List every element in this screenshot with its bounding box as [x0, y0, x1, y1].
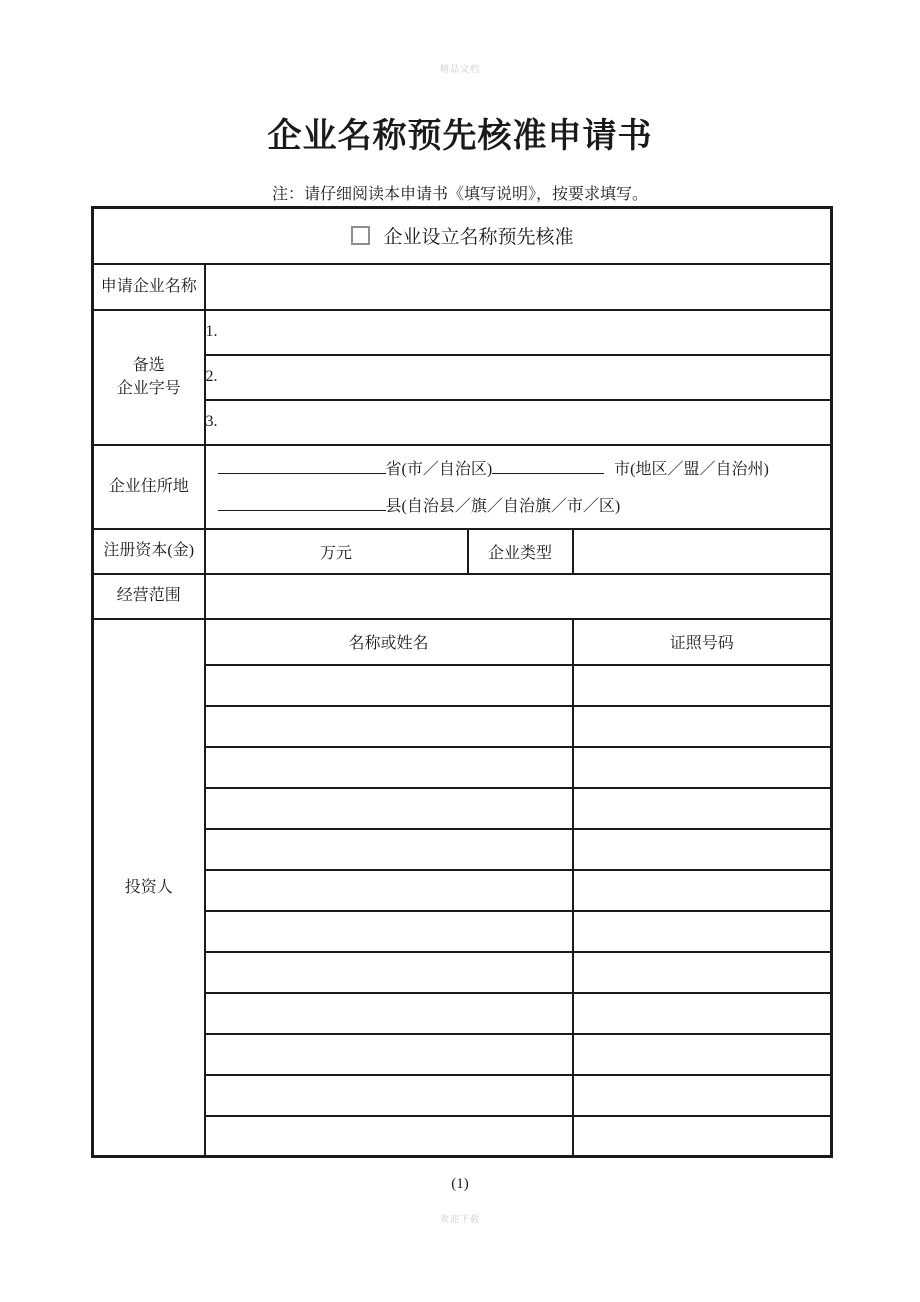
investor-id-input-cell[interactable]	[573, 952, 832, 993]
investor-name-input-cell[interactable]	[205, 1034, 573, 1075]
section-header-label: 企业设立名称预先核准	[383, 227, 574, 249]
alt-name-input-cell-3[interactable]: 3.	[205, 400, 832, 445]
instruction-note: 注：请仔细阅读本申请书《填写说明》，按要求填写。	[271, 186, 648, 203]
alt-name-row-1	[93, 310, 832, 355]
investor-id-input-cell[interactable]	[573, 706, 832, 747]
domicile-city-text: 市(地区／盟／自治州)	[614, 460, 769, 478]
applied-name-row	[93, 264, 832, 310]
investor-name-input-cell[interactable]	[205, 911, 573, 952]
section-header-row	[93, 208, 832, 264]
investor-id-input-cell[interactable]	[573, 1034, 832, 1075]
business-scope-row	[93, 574, 832, 619]
domicile-province-text: 省(市／自治区)	[385, 460, 493, 478]
blank-underline[interactable]	[218, 496, 386, 511]
watermark-top: 精品文档	[439, 64, 480, 74]
page-number: (1)	[451, 1176, 469, 1192]
alt-name-input-cell-1[interactable]: 1.	[205, 310, 832, 355]
investor-id-input-cell[interactable]	[573, 1075, 832, 1116]
registered-capital-label: 注册资本(金)	[93, 529, 205, 574]
domicile-input-cell[interactable]	[206, 446, 831, 528]
investor-name-input-cell[interactable]	[205, 788, 573, 829]
alt-label-line1: 备选	[132, 356, 165, 374]
form-body	[93, 208, 832, 1157]
business-scope-label: 经营范围	[93, 574, 205, 619]
page-title: 企业名称预先核准申请书	[267, 118, 653, 155]
investor-name-input-cell[interactable]	[205, 870, 573, 911]
investor-name-input-cell[interactable]	[205, 706, 573, 747]
enterprise-type-input-cell[interactable]	[573, 529, 832, 574]
alt-label-line2: 企业字号	[116, 380, 181, 397]
applied-name-input-cell[interactable]	[205, 264, 832, 310]
investor-header-row	[93, 619, 832, 665]
domicile-label: 企业住所地	[93, 445, 205, 529]
checkbox-icon[interactable]	[351, 226, 370, 245]
blank-underline[interactable]	[492, 459, 604, 474]
investor-id-input-cell[interactable]	[573, 870, 832, 911]
investor-id-input-cell[interactable]	[573, 993, 832, 1034]
domicile-row	[93, 445, 832, 529]
investor-name-input-cell[interactable]	[205, 1116, 573, 1157]
enterprise-type-label: 企业类型	[468, 529, 573, 574]
investor-id-input-cell[interactable]	[573, 911, 832, 952]
investor-name-input-cell[interactable]	[205, 665, 573, 706]
investor-name-input-cell[interactable]	[205, 952, 573, 993]
alt-name-input-cell-2[interactable]: 2.	[205, 355, 832, 400]
domicile-county-text: 县(自治县／旗／自治旗／市／区)	[385, 497, 621, 515]
capital-unit-cell[interactable]: 万元	[205, 529, 468, 574]
investor-id-input-cell[interactable]	[573, 1116, 832, 1157]
blank-underline[interactable]	[218, 459, 386, 474]
applied-name-label: 申请企业名称	[93, 264, 205, 310]
investor-label: 投资人	[93, 619, 205, 1157]
investor-name-column-header: 名称或姓名	[205, 619, 573, 665]
investor-name-input-cell[interactable]	[205, 993, 573, 1034]
investor-id-input-cell[interactable]	[573, 829, 832, 870]
capital-row	[93, 529, 832, 574]
investor-id-column-header: 证照号码	[573, 619, 832, 665]
alt-names-label	[93, 310, 205, 445]
business-scope-input-cell[interactable]	[205, 574, 832, 619]
watermark-bottom: 欢迎下载	[439, 1214, 480, 1224]
investor-name-input-cell[interactable]	[205, 747, 573, 788]
investor-name-input-cell[interactable]	[205, 829, 573, 870]
investor-id-input-cell[interactable]	[573, 747, 832, 788]
investor-id-input-cell[interactable]	[573, 665, 832, 706]
investor-id-input-cell[interactable]	[573, 788, 832, 829]
application-form-table	[91, 206, 833, 1158]
investor-name-input-cell[interactable]	[205, 1075, 573, 1116]
